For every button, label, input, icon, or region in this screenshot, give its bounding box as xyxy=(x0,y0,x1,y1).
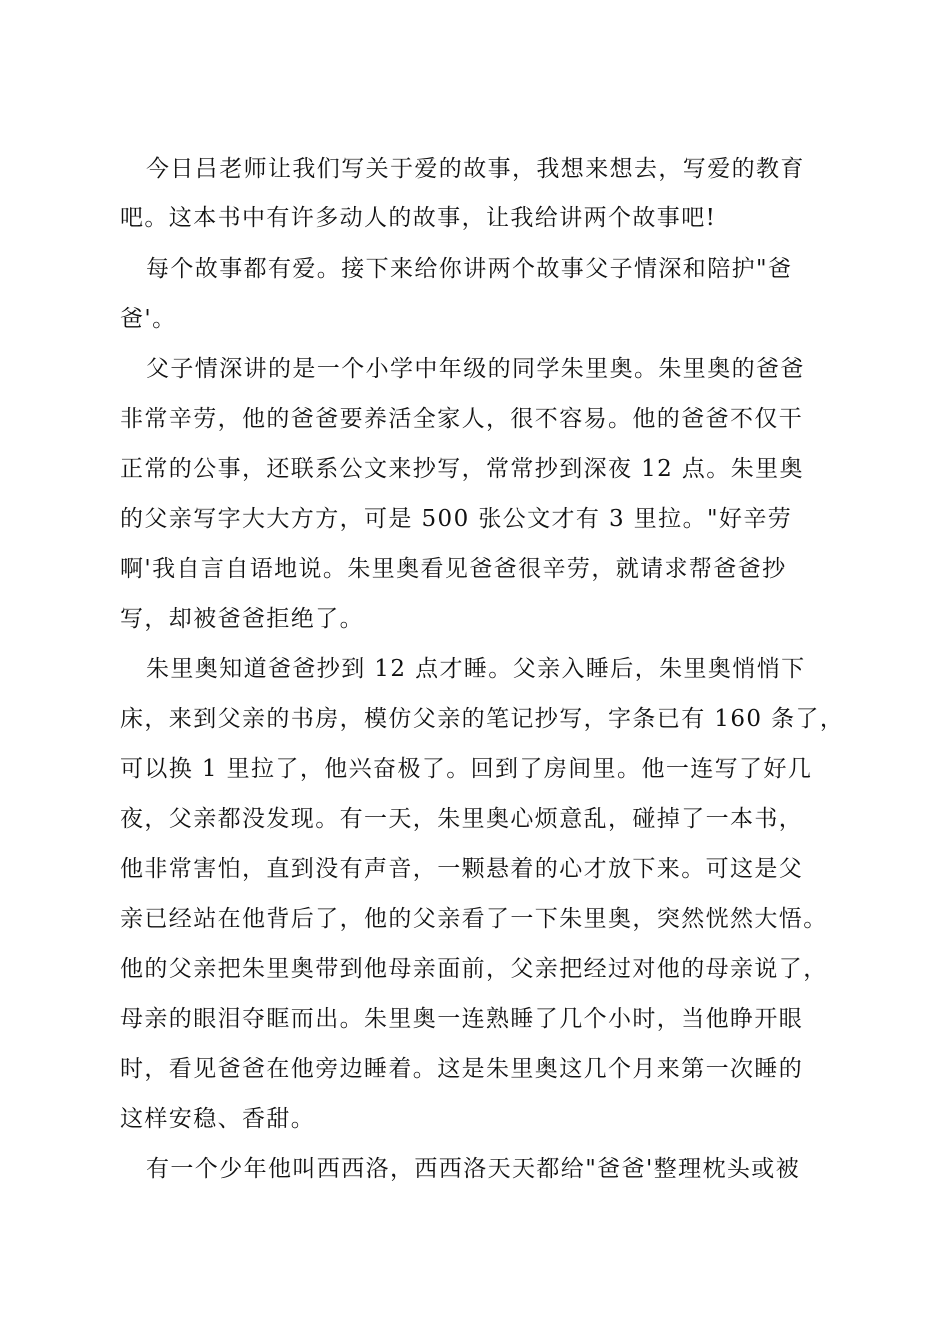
text-line: 吧。这本书中有许多动人的故事，让我给讲两个故事吧! xyxy=(120,205,717,231)
text-line: 可以换 1 里拉了，他兴奋极了。回到了房间里。他一连写了好几 xyxy=(120,756,813,782)
text-line: 朱里奥知道爸爸抄到 12 点才睡。父亲入睡后，朱里奥悄悄下 xyxy=(146,656,806,682)
text-line: 每个故事都有爱。接下来给你讲两个故事父子情深和陪护"爸 xyxy=(146,256,793,282)
text-line: 爸'。 xyxy=(120,306,177,332)
text-line: 亲已经站在他背后了，他的父亲看了一下朱里奥，突然恍然大悟。 xyxy=(120,906,828,932)
text-line: 今日吕老师让我们写关于爱的故事，我想来想去，写爱的教育 xyxy=(146,156,805,182)
text-line: 母亲的眼泪夺眶而出。朱里奥一连熟睡了几个小时，当他睁开眼 xyxy=(120,1006,804,1032)
text-line: 非常辛劳，他的爸爸要养活全家人，很不容易。他的爸爸不仅干 xyxy=(120,406,804,432)
text-line: 床，来到父亲的书房，模仿父亲的笔记抄写，字条已有 160 条了， xyxy=(120,706,845,732)
text-line: 写，却被爸爸拒绝了。 xyxy=(120,606,364,632)
text-line: 的父亲写字大大方方，可是 500 张公文才有 3 里拉。"好辛劳 xyxy=(120,506,793,532)
text-line: 夜，父亲都没发现。有一天，朱里奥心烦意乱，碰掉了一本书， xyxy=(120,806,804,832)
text-line: 时，看见爸爸在他旁边睡着。这是朱里奥这几个月来第一次睡的 xyxy=(120,1056,804,1082)
text-line: 父子情深讲的是一个小学中年级的同学朱里奥。朱里奥的爸爸 xyxy=(146,356,805,382)
text-line: 正常的公事，还联系公文来抄写，常常抄到深夜 12 点。朱里奥 xyxy=(120,456,804,482)
text-line: 他非常害怕，直到没有声音，一颗悬着的心才放下来。可这是父 xyxy=(120,856,804,882)
text-line: 他的父亲把朱里奥带到他母亲面前，父亲把经过对他的母亲说了， xyxy=(120,956,828,982)
text-line: 有一个少年他叫西西洛，西西洛天天都给"爸爸'整理枕头或被 xyxy=(146,1156,801,1182)
text-line: 啊'我自言自语地说。朱里奥看见爸爸很辛劳，就请求帮爸爸抄 xyxy=(120,556,787,582)
text-line: 这样安稳、香甜。 xyxy=(120,1106,316,1132)
